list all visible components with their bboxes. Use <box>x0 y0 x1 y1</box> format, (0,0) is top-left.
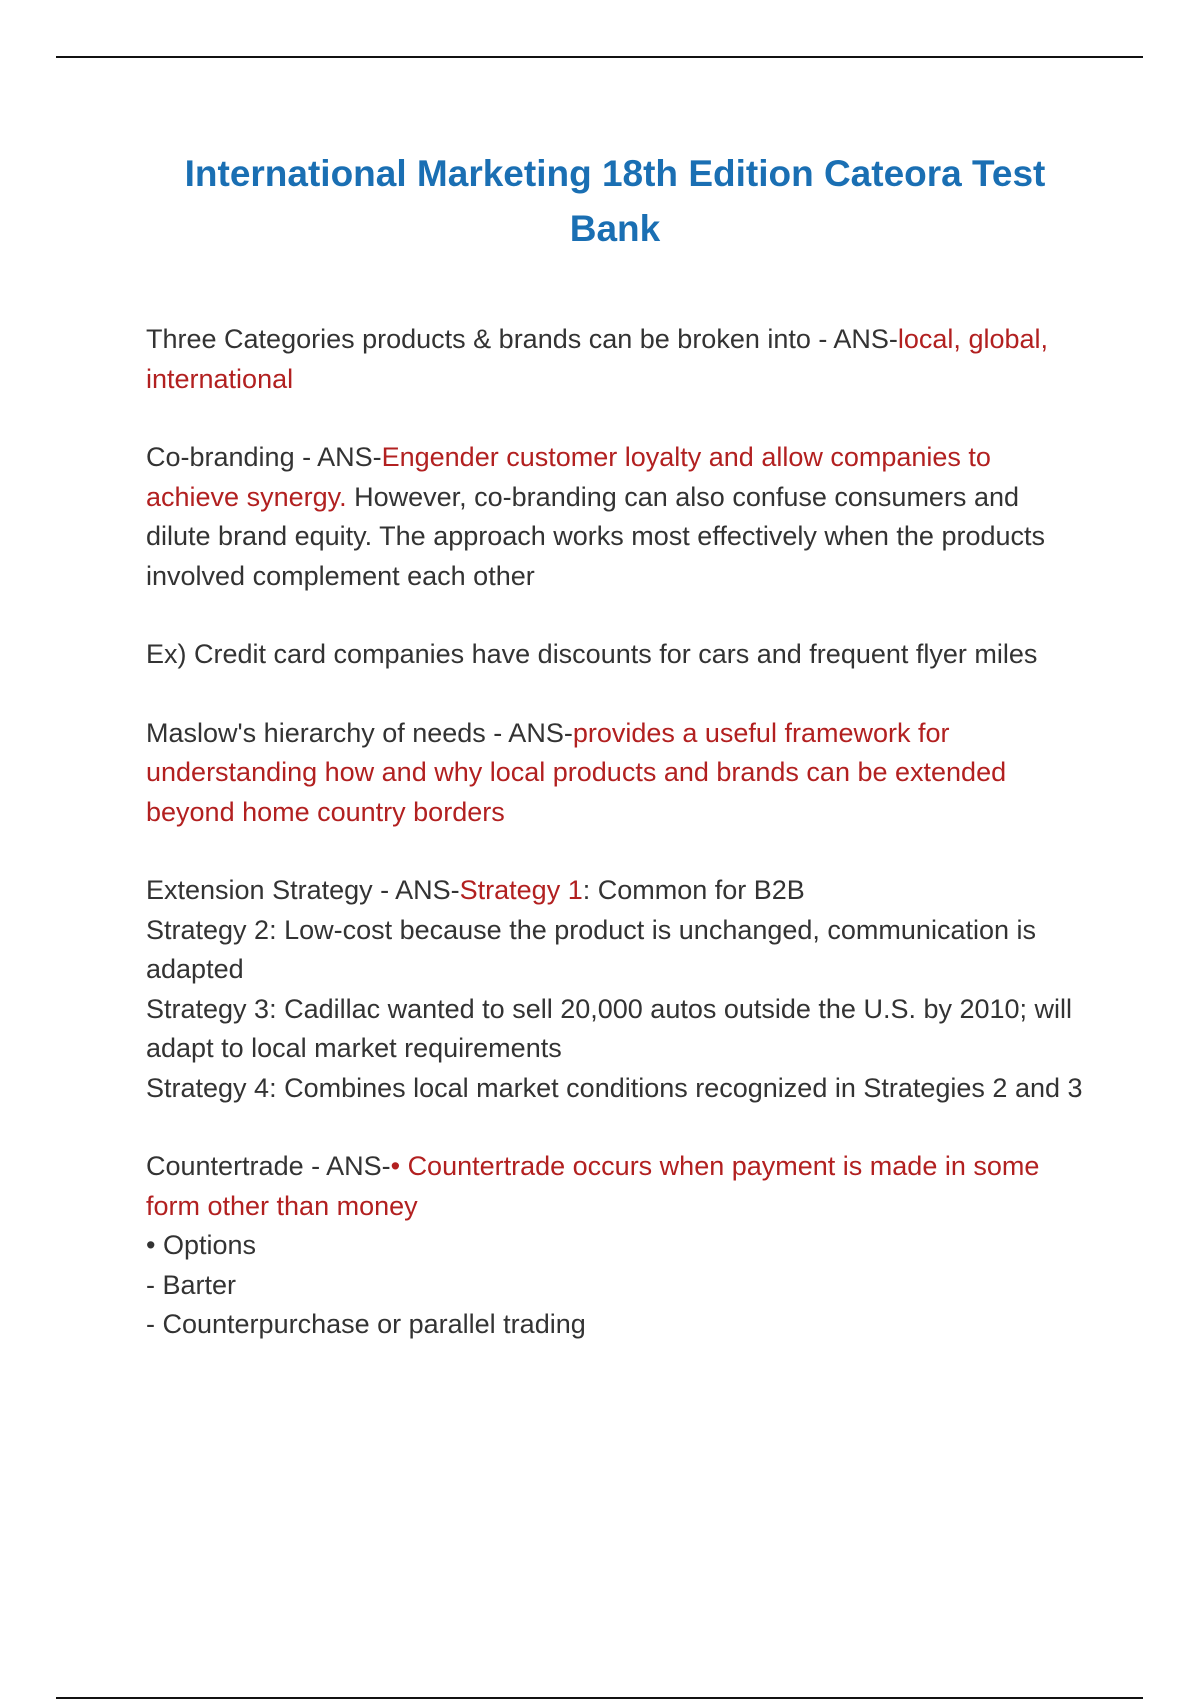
document-body <box>146 320 1086 1384</box>
option-line: • Options <box>146 1230 257 1260</box>
strategy-line: Strategy 3: Cadillac wanted to sell 20,000 autos outside the U.S. by 2010; will adapt to local market requirements <box>146 993 1073 1063</box>
entry-countertrade <box>146 1147 1086 1345</box>
entry-answer: local, global, international <box>146 324 1049 394</box>
option-line: - Counterpurchase or parallel trading <box>146 1309 586 1339</box>
entry-extension-strategy <box>146 871 1086 1108</box>
entry-term: Countertrade - ANS- <box>146 1151 391 1181</box>
entry-first-line <box>146 1147 1086 1226</box>
bottom-rule <box>56 1697 1143 1699</box>
entry-answer: provides a useful framework for understanding how and why local products and brands can be extended beyond home country borders <box>146 717 1007 827</box>
entry-co-branding <box>146 438 1086 596</box>
entry-answer-continuation: : Common for B2B <box>582 875 805 905</box>
entry-term: Co-branding - ANS- <box>146 442 382 472</box>
page-title: International Marketing 18th Edition Cateora Test Bank <box>184 153 1046 249</box>
strategy-line: Strategy 2: Low-cost because the product is unchanged, communication is adapted <box>146 914 1036 984</box>
entry-term: Three Categories products & brands can be broken into - ANS- <box>146 324 898 354</box>
entry-product-categories <box>146 320 1086 399</box>
entry-answer-continuation: However, co-branding can also confuse consumers and dilute brand equity. The approach works most effectively when the products involved complement each other <box>146 481 1046 591</box>
top-rule <box>56 56 1143 58</box>
option-line: - Barter <box>146 1269 237 1300</box>
entry-answer: Strategy 1 <box>459 875 583 905</box>
entry-example <box>146 635 1086 675</box>
entry-maslow <box>146 714 1086 833</box>
entry-first-line <box>146 871 1086 911</box>
entry-term: Extension Strategy - ANS- <box>146 875 460 905</box>
entry-answer: Engender customer loyalty and allow companies to achieve synergy. <box>146 442 991 512</box>
example-text: Ex) Credit card companies have discounts for cars and frequent flyer miles <box>146 639 1038 669</box>
entry-term: Maslow's hierarchy of needs - ANS- <box>146 717 573 748</box>
entry-answer: • Countertrade occurs when payment is made in some form other than money <box>146 1151 1040 1221</box>
strategy-line: Strategy 4: Combines local market conditions recognized in Strategies 2 and 3 <box>146 1072 1083 1103</box>
